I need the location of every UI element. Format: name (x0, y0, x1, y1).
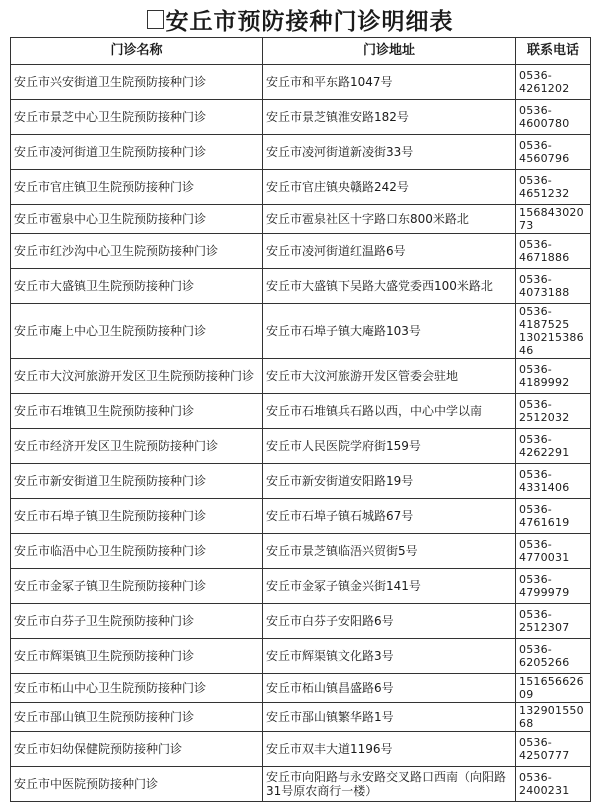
phone-line: 0536- (519, 69, 552, 82)
phone-cell (516, 394, 591, 429)
table-row (11, 534, 591, 569)
clinic-address-cell: 安丘市人民医院学府街159号 (263, 429, 516, 464)
phone-line: 0536- (519, 468, 552, 481)
clinic-name-cell: 安丘市辉渠镇卫生院预防接种门诊 (11, 639, 263, 674)
clinic-address-cell: 安丘市景芝镇临浯兴贸街5号 (263, 534, 516, 569)
phone-line: 6205266 (519, 656, 570, 669)
empty-square-icon (147, 10, 164, 29)
phone-line: 4331406 (519, 481, 570, 494)
table-row (11, 464, 591, 499)
phone-line: 4799979 (519, 586, 570, 599)
phone-line: 4189992 (519, 376, 570, 389)
clinic-name-cell: 安丘市官庄镇卫生院预防接种门诊 (11, 170, 263, 205)
phone-line: 13021538646 (519, 331, 584, 357)
clinic-address-cell: 安丘市雹泉社区十字路口东800米路北 (263, 205, 516, 234)
phone-line: 0536- (519, 398, 552, 411)
clinic-name-cell: 安丘市柘山中心卫生院预防接种门诊 (11, 674, 263, 703)
phone-cell (516, 499, 591, 534)
table-row (11, 639, 591, 674)
phone-cell (516, 234, 591, 269)
phone-line: 2512307 (519, 621, 570, 634)
phone-cell (516, 359, 591, 394)
table-header-row (11, 38, 591, 65)
phone-line: 4761619 (519, 516, 570, 529)
phone-line: 0536- (519, 538, 552, 551)
clinic-address-cell: 安丘市和平东路1047号 (263, 65, 516, 100)
phone-line: 0536- (519, 305, 552, 318)
phone-cell (516, 429, 591, 464)
phone-line: 0536- (519, 433, 552, 446)
phone-cell (516, 135, 591, 170)
phone-line: 0536- (519, 363, 552, 376)
table-body (11, 65, 591, 802)
clinic-address-cell: 安丘市石埠子镇石城路67号 (263, 499, 516, 534)
clinic-name-cell: 安丘市雹泉中心卫生院预防接种门诊 (11, 205, 263, 234)
clinic-name-cell: 安丘市妇幼保健院预防接种门诊 (11, 732, 263, 767)
phone-cell (516, 534, 591, 569)
clinic-address-cell: 安丘市官庄镇央赣路242号 (263, 170, 516, 205)
table-row (11, 499, 591, 534)
clinic-name-cell: 安丘市中医院预防接种门诊 (11, 767, 263, 802)
phone-cell (516, 639, 591, 674)
clinic-address-cell: 安丘市双丰大道1196号 (263, 732, 516, 767)
clinic-address-cell: 安丘市大汶河旅游开发区管委会驻地 (263, 359, 516, 394)
clinic-address-cell: 安丘市白芬子安阳路6号 (263, 604, 516, 639)
clinic-address-cell: 安丘市柘山镇昌盛路6号 (263, 674, 516, 703)
title-row (0, 4, 600, 34)
phone-line: 0536- (519, 238, 552, 251)
phone-line: 13290155068 (519, 704, 584, 730)
clinic-name-cell: 安丘市兴安街道卫生院预防接种门诊 (11, 65, 263, 100)
header-phone: 联系电话 (516, 38, 591, 65)
phone-line: 15684302073 (519, 206, 584, 232)
phone-line: 0536- (519, 104, 552, 117)
clinic-name-cell: 安丘市石堆镇卫生院预防接种门诊 (11, 394, 263, 429)
phone-line: 4600780 (519, 117, 570, 130)
phone-line: 4671886 (519, 251, 570, 264)
phone-line: 0536- (519, 643, 552, 656)
phone-cell (516, 732, 591, 767)
clinic-name-cell: 安丘市红沙沟中心卫生院预防接种门诊 (11, 234, 263, 269)
table-row (11, 569, 591, 604)
table-row (11, 65, 591, 100)
phone-line: 4261202 (519, 82, 570, 95)
table-row (11, 304, 591, 359)
phone-cell (516, 304, 591, 359)
page-title: 安丘市预防接种门诊明细表 (165, 8, 454, 35)
table-row (11, 269, 591, 304)
phone-line: 0536- (519, 174, 552, 187)
phone-cell (516, 269, 591, 304)
table-row (11, 170, 591, 205)
clinic-table (10, 37, 591, 802)
clinic-address-cell: 安丘市石埠子镇大庵路103号 (263, 304, 516, 359)
clinic-name-cell: 安丘市金冢子镇卫生院预防接种门诊 (11, 569, 263, 604)
clinic-name-cell: 安丘市景芝中心卫生院预防接种门诊 (11, 100, 263, 135)
clinic-address-cell: 安丘市向阳路与永安路交叉路口西南（向阳路31号原农商行一楼） (263, 767, 516, 802)
table-row (11, 703, 591, 732)
phone-cell (516, 604, 591, 639)
table-row (11, 359, 591, 394)
clinic-address-cell: 安丘市景芝镇淮安路182号 (263, 100, 516, 135)
phone-cell (516, 674, 591, 703)
clinic-address-cell: 安丘市郚山镇繁华路1号 (263, 703, 516, 732)
phone-line: 0536- (519, 736, 552, 749)
phone-cell (516, 170, 591, 205)
table-row (11, 767, 591, 802)
table-row (11, 604, 591, 639)
phone-cell (516, 767, 591, 802)
clinic-name-cell: 安丘市经济开发区卫生院预防接种门诊 (11, 429, 263, 464)
phone-cell (516, 464, 591, 499)
table-row (11, 135, 591, 170)
phone-line: 2400231 (519, 784, 570, 797)
clinic-name-cell: 安丘市临浯中心卫生院预防接种门诊 (11, 534, 263, 569)
clinic-name-cell: 安丘市大盛镇卫生院预防接种门诊 (11, 269, 263, 304)
table-row (11, 394, 591, 429)
header-clinic-name: 门诊名称 (11, 38, 263, 65)
clinic-name-cell: 安丘市凌河街道卫生院预防接种门诊 (11, 135, 263, 170)
phone-line: 15165662609 (519, 675, 584, 701)
phone-line: 0536- (519, 573, 552, 586)
clinic-name-cell: 安丘市庵上中心卫生院预防接种门诊 (11, 304, 263, 359)
table-row (11, 674, 591, 703)
clinic-address-cell: 安丘市新安街道安阳路19号 (263, 464, 516, 499)
table-row (11, 732, 591, 767)
phone-line: 0536- (519, 273, 552, 286)
phone-cell (516, 100, 591, 135)
phone-line: 0536- (519, 503, 552, 516)
phone-cell (516, 703, 591, 732)
phone-cell (516, 569, 591, 604)
clinic-name-cell: 安丘市白芬子卫生院预防接种门诊 (11, 604, 263, 639)
phone-line: 4073188 (519, 286, 570, 299)
phone-line: 4770031 (519, 551, 570, 564)
phone-line: 2512032 (519, 411, 570, 424)
phone-line: 4250777 (519, 749, 570, 762)
clinic-address-cell: 安丘市金冢子镇金兴街141号 (263, 569, 516, 604)
clinic-name-cell: 安丘市大汶河旅游开发区卫生院预防接种门诊 (11, 359, 263, 394)
table-row (11, 234, 591, 269)
phone-line: 4560796 (519, 152, 570, 165)
phone-line: 0536- (519, 608, 552, 621)
phone-line: 4651232 (519, 187, 570, 200)
table-row (11, 205, 591, 234)
clinic-address-cell: 安丘市石堆镇兵石路以西，中心中学以南 (263, 394, 516, 429)
phone-cell (516, 205, 591, 234)
phone-line: 0536- (519, 139, 552, 152)
clinic-name-cell: 安丘市新安街道卫生院预防接种门诊 (11, 464, 263, 499)
phone-line: 0536- (519, 771, 552, 784)
clinic-address-cell: 安丘市凌河街道红温路6号 (263, 234, 516, 269)
clinic-name-cell: 安丘市郚山镇卫生院预防接种门诊 (11, 703, 263, 732)
clinic-name-cell: 安丘市石埠子镇卫生院预防接种门诊 (11, 499, 263, 534)
phone-cell (516, 65, 591, 100)
clinic-address-cell: 安丘市大盛镇下吴路大盛党委西100米路北 (263, 269, 516, 304)
clinic-address-cell: 安丘市凌河街道新凌街33号 (263, 135, 516, 170)
phone-line: 4187525 (519, 318, 570, 331)
table-row (11, 429, 591, 464)
table-row (11, 100, 591, 135)
header-clinic-address: 门诊地址 (263, 38, 516, 65)
clinic-address-cell: 安丘市辉渠镇文化路3号 (263, 639, 516, 674)
phone-line: 4262291 (519, 446, 570, 459)
